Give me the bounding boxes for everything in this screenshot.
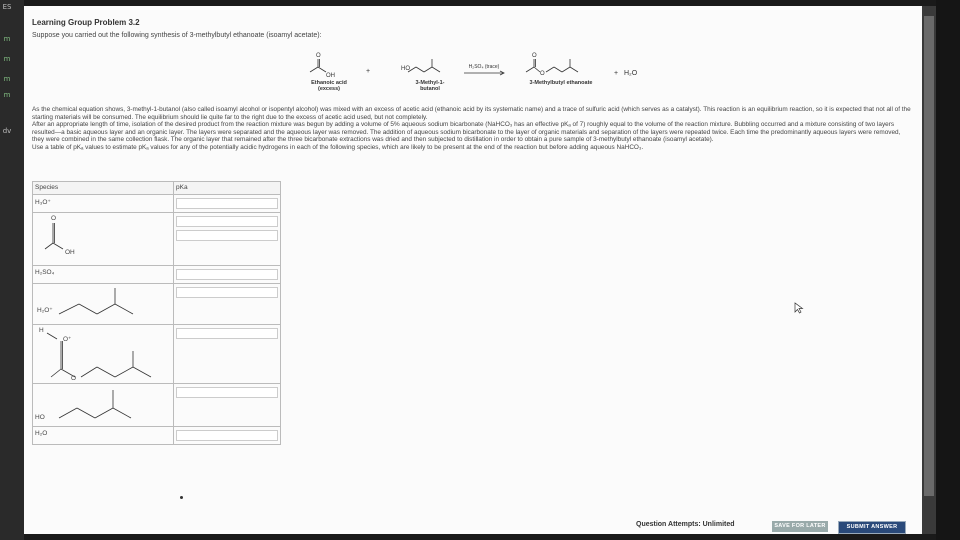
cursor-dot <box>180 496 183 499</box>
mouse-pointer-icon <box>794 302 804 314</box>
nav-tab[interactable]: dv <box>2 127 12 135</box>
svg-text:OH: OH <box>326 73 335 79</box>
table-row <box>33 195 281 213</box>
svg-text:O: O <box>316 53 321 59</box>
problem-intro: Suppose you carried out the following synthesis of 3-methylbutyl ethanoate (isoamyl acetate): <box>32 32 322 39</box>
nav-tab[interactable]: m <box>3 75 11 83</box>
paragraph: Use a table of pKₐ values to estimate pKₐ values for any of the potentially acidic hydrogens in each of the following species, which are likely to be present at the end of the reaction but before adding aqueous NaHCO₃. <box>32 143 644 151</box>
scrollbar-thumb[interactable] <box>924 16 934 496</box>
table-row <box>33 325 281 384</box>
pka-input[interactable] <box>176 328 278 339</box>
pka-input[interactable] <box>176 269 278 280</box>
oxonium-label: O⁺ <box>63 336 72 343</box>
pka-input[interactable] <box>176 430 278 441</box>
pka-input[interactable] <box>176 387 278 398</box>
pka-input[interactable] <box>176 198 278 209</box>
window-edge <box>936 0 960 540</box>
nav-tab[interactable]: m <box>3 91 11 99</box>
reactant2-name-line1: 3-Methyl-1- <box>415 80 445 86</box>
pka-table <box>32 181 281 445</box>
svg-text:HO: HO <box>401 66 410 72</box>
svg-text:O: O <box>540 71 545 77</box>
table-row <box>33 284 281 325</box>
paragraph: As the chemical equation shows, 3-methyl-1-butanol (also called isoamyl alcohol or isopentyl alcohol) was mixed with an excess of acetic acid (ethanoic acid by its systematic name) and a trace of sulfuric acid (which serves as a catalyst). This reaction is an equilibrium reaction, so it is expected that not all of the starting materials will be consumed. The equilibrium should lie quite far to the right due to the excess of acetic acid used, but not completely. <box>32 106 911 121</box>
alcohol-structure-icon <box>39 384 159 426</box>
table-row <box>33 384 281 427</box>
nav-tab[interactable]: m <box>3 55 11 63</box>
problem-body <box>32 106 912 152</box>
paragraph: After an appropriate length of time, isolation of the desired product from the reaction mixture was begun by adding a volume of 5% aqueous sodium bicarbonate (NaHCO₃ has an effective pKₐ of 7) roughly equal to the volume of the reaction mixture. Bubbling occurred and a mixture consisting of two layers resulted—a basic aqueous layer and an organic layer. The layers were separated and the aqueous layer was removed. The addition of aqueous sodium bicarbonate to the layer of organic materials and separation of the layers were repeated twice. Each time the predominantly aqueous layers were removed, they were combined in the same collection flask. The organic layer that remained after the three bicarbonate extractions was dried and then subjected to distillation in order to obtain a pure sample of 3-methylbutyl ethanoate (isoamyl acetate). <box>32 121 901 144</box>
species-label: H₂SO₄ <box>35 269 55 276</box>
nav-tab[interactable]: ES <box>2 3 12 11</box>
hydrogen-label: H <box>39 327 44 334</box>
attempts-label: Question Attempts: Unlimited <box>636 521 735 528</box>
oxygen-label: O <box>51 215 57 222</box>
species-label: H₃O⁺ <box>35 199 51 206</box>
species-label: H₂O <box>35 430 48 437</box>
pka-input[interactable] <box>176 287 278 298</box>
reactant1-note: (excess) <box>317 86 341 92</box>
submit-answer-button[interactable]: SUBMIT ANSWER <box>838 521 906 534</box>
table-row <box>33 213 281 266</box>
table-row <box>33 266 281 284</box>
pka-input[interactable] <box>176 230 278 241</box>
scrollbar[interactable] <box>922 6 936 534</box>
acetic-acid-structure-icon <box>39 215 99 265</box>
pka-header: pKa <box>174 182 281 195</box>
product2-name: H₂O <box>624 70 638 77</box>
product1-name: 3-Methylbutyl ethanoate <box>529 80 593 86</box>
reactant1-name: Ethanoic acid <box>311 80 347 86</box>
nav-tab[interactable]: m <box>3 35 11 43</box>
plus-sign: + <box>366 68 371 75</box>
protonated-alcohol-structure-icon <box>39 284 149 324</box>
ester-oxygen-label: O <box>71 375 77 382</box>
protonated-ester-structure-icon <box>39 325 159 383</box>
table-row <box>33 427 281 445</box>
species-header: Species <box>33 182 174 195</box>
oxonium-label: H₂O⁺ <box>37 307 53 314</box>
question-page <box>24 6 922 534</box>
svg-text:O: O <box>532 53 537 59</box>
hydroxyl-label: HO <box>35 414 45 421</box>
reaction-equation <box>304 50 644 100</box>
problem-title: Learning Group Problem 3.2 <box>32 18 140 27</box>
reaction-structures-icon <box>304 50 644 100</box>
reactant2-name-line2: butanol <box>420 86 440 92</box>
hydroxyl-label: OH <box>65 249 75 256</box>
catalyst-label: H₂SO₄ (trace) <box>468 64 500 70</box>
left-nav <box>0 0 24 540</box>
plus-sign: + <box>614 70 619 77</box>
save-for-later-button[interactable]: SAVE FOR LATER <box>772 521 828 532</box>
pka-input[interactable] <box>176 216 278 227</box>
